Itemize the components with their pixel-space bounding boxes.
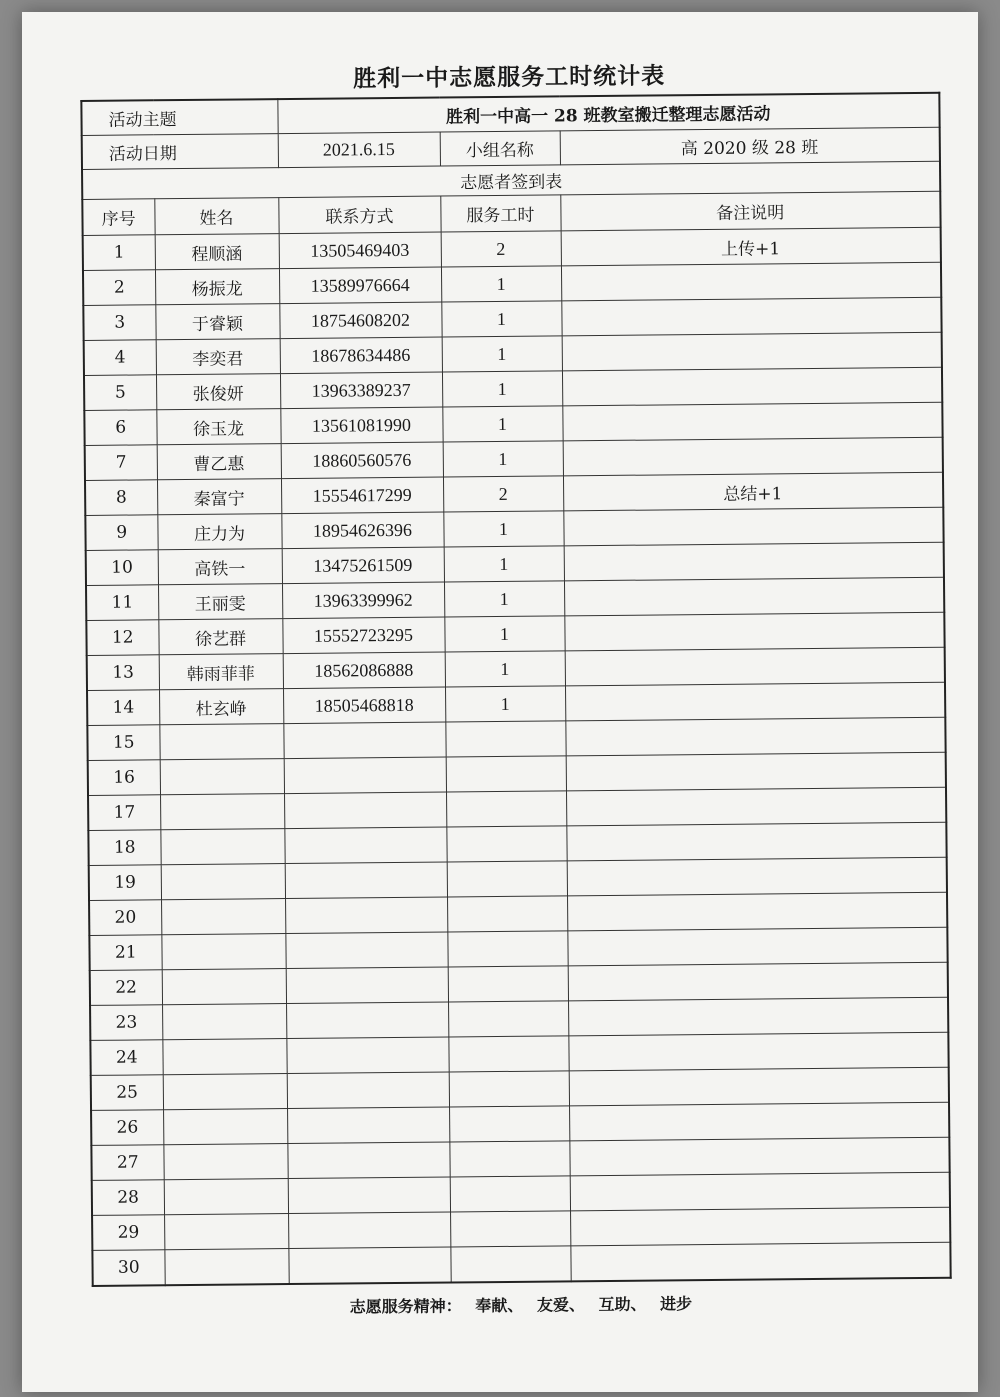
service-hours: 1 xyxy=(441,301,561,337)
row-number: 28 xyxy=(92,1180,164,1216)
row-number: 17 xyxy=(88,795,160,831)
remark xyxy=(570,1207,950,1246)
service-hours: 1 xyxy=(443,441,563,477)
volunteer-name xyxy=(162,969,286,1005)
volunteer-phone: 13505469403 xyxy=(279,232,441,269)
row-number: 27 xyxy=(91,1145,163,1181)
volunteer-name xyxy=(162,1004,286,1040)
row-number: 23 xyxy=(90,1005,162,1041)
remark xyxy=(564,577,944,616)
row-number: 18 xyxy=(88,830,160,866)
remark xyxy=(566,752,946,791)
volunteer-phone xyxy=(285,862,447,899)
remark xyxy=(562,402,942,441)
remark xyxy=(563,437,943,476)
service-hours: 1 xyxy=(443,511,563,547)
volunteer-phone xyxy=(285,897,447,934)
volunteer-phone: 13963399962 xyxy=(282,582,444,619)
volunteer-name xyxy=(163,1074,287,1110)
volunteer-name xyxy=(161,864,285,900)
form-title: 胜利一中志愿服务工时统计表 xyxy=(353,63,666,93)
row-number: 12 xyxy=(86,620,158,656)
row-number: 19 xyxy=(89,865,161,901)
volunteer-phone xyxy=(284,827,446,864)
col-header-hours: 服务工时 xyxy=(440,195,560,232)
volunteer-phone: 15552723295 xyxy=(282,617,444,654)
volunteer-name xyxy=(163,1109,287,1145)
service-hours xyxy=(448,1001,568,1037)
volunteer-name xyxy=(161,899,285,935)
volunteer-name: 李奕君 xyxy=(156,339,280,375)
col-header-note: 备注说明 xyxy=(560,191,940,231)
row-number: 15 xyxy=(87,725,159,761)
volunteer-phone xyxy=(286,1002,448,1039)
remark xyxy=(570,1172,950,1211)
volunteer-name xyxy=(161,934,285,970)
volunteer-name: 韩雨菲菲 xyxy=(159,654,283,690)
service-hours xyxy=(446,791,566,827)
volunteer-name: 徐玉龙 xyxy=(156,409,280,445)
volunteer-name xyxy=(159,724,283,760)
service-hours: 2 xyxy=(441,231,561,267)
volunteer-name: 张俊妍 xyxy=(156,374,280,410)
volunteer-name: 庄力为 xyxy=(157,514,281,550)
row-number: 30 xyxy=(92,1250,164,1286)
volunteer-phone: 18954626396 xyxy=(281,512,443,549)
row-number: 29 xyxy=(92,1215,164,1251)
volunteer-name xyxy=(164,1214,288,1250)
volunteer-name xyxy=(160,794,284,830)
date-value: 2021.6.15 xyxy=(278,132,440,168)
volunteer-phone: 18860560576 xyxy=(281,442,443,479)
volunteer-name: 于睿颖 xyxy=(155,304,279,340)
service-hours: 1 xyxy=(442,406,562,442)
col-header-name: 姓名 xyxy=(154,198,278,235)
volunteer-phone xyxy=(286,1037,448,1074)
service-hours xyxy=(449,1141,569,1177)
topic-value: 胜利一中高一 28 班教室搬迁整理志愿活动 xyxy=(277,93,939,134)
volunteer-phone xyxy=(288,1177,450,1214)
row-number: 6 xyxy=(84,410,156,446)
signin-title: 志愿者签到表 xyxy=(82,161,940,199)
volunteer-name xyxy=(164,1179,288,1215)
row-number: 3 xyxy=(83,305,155,341)
row-number: 14 xyxy=(87,690,159,726)
row-number: 20 xyxy=(89,900,161,936)
row-number: 5 xyxy=(84,375,156,411)
volunteer-name: 王丽雯 xyxy=(158,584,282,620)
volunteer-phone xyxy=(288,1247,450,1284)
remark xyxy=(568,1032,948,1071)
row-number: 1 xyxy=(83,235,155,271)
row-number: 22 xyxy=(90,970,162,1006)
remark xyxy=(564,542,944,581)
remark xyxy=(566,822,946,861)
remark xyxy=(565,647,945,686)
volunteer-phone xyxy=(287,1107,449,1144)
remark xyxy=(564,612,944,651)
volunteer-name: 杜玄峥 xyxy=(159,689,283,725)
service-hours: 1 xyxy=(441,266,561,302)
volunteer-phone: 18678634486 xyxy=(280,337,442,374)
document-page xyxy=(22,12,978,1392)
service-hours xyxy=(447,931,567,967)
volunteer-phone xyxy=(283,722,445,759)
remark xyxy=(565,682,945,721)
remark xyxy=(567,892,947,931)
row-number: 2 xyxy=(83,270,155,306)
col-header-no: 序号 xyxy=(82,199,154,236)
service-hours: 1 xyxy=(444,546,564,582)
service-hours xyxy=(446,826,566,862)
volunteer-name: 高铁一 xyxy=(158,549,282,585)
remark xyxy=(568,997,948,1036)
remark xyxy=(569,1102,949,1141)
service-hours: 1 xyxy=(445,651,565,687)
volunteer-phone xyxy=(286,967,448,1004)
volunteer-name xyxy=(164,1249,288,1286)
topic-label: 活动主题 xyxy=(81,99,277,135)
volunteer-phone: 15554617299 xyxy=(281,477,443,514)
row-number: 4 xyxy=(84,340,156,376)
volunteer-name: 杨振龙 xyxy=(155,269,279,305)
volunteer-name: 程顺涵 xyxy=(155,234,279,270)
volunteer-phone: 13963389237 xyxy=(280,372,442,409)
remark xyxy=(566,787,946,826)
volunteer-phone xyxy=(287,1072,449,1109)
footer-label: 志愿服务精神： xyxy=(349,1296,462,1317)
remark xyxy=(569,1137,949,1176)
volunteer-phone: 18505468818 xyxy=(283,687,445,724)
service-hours xyxy=(446,756,566,792)
volunteer-phone: 13589976664 xyxy=(279,267,441,304)
service-hours: 1 xyxy=(445,686,565,722)
remark xyxy=(570,1242,950,1281)
row-number: 8 xyxy=(85,480,157,516)
volunteer-phone xyxy=(284,757,446,794)
row-number: 26 xyxy=(91,1110,163,1146)
remark xyxy=(561,297,941,336)
remark: 上传+1 xyxy=(561,227,941,266)
volunteer-phone xyxy=(287,1142,449,1179)
service-hours xyxy=(450,1176,570,1212)
volunteer-phone xyxy=(284,792,446,829)
row-number: 9 xyxy=(85,515,157,551)
footer-value: 进步 xyxy=(660,1294,693,1314)
volunteer-phone xyxy=(285,932,447,969)
volunteer-name xyxy=(160,759,284,795)
volunteer-name: 秦富宁 xyxy=(157,479,281,515)
group-value: 高 2020 级 28 班 xyxy=(560,127,940,165)
date-label: 活动日期 xyxy=(82,134,278,170)
volunteer-phone: 18754608202 xyxy=(279,302,441,339)
col-header-phone: 联系方式 xyxy=(278,196,440,234)
row-number: 21 xyxy=(89,935,161,971)
remark xyxy=(565,717,945,756)
row-number: 25 xyxy=(91,1075,163,1111)
service-hours xyxy=(445,721,565,757)
service-hours xyxy=(450,1246,570,1283)
service-hours xyxy=(449,1106,569,1142)
volunteer-hours-form xyxy=(80,56,950,1320)
volunteer-phone: 18562086888 xyxy=(283,652,445,689)
remark xyxy=(561,262,941,301)
service-hours xyxy=(448,966,568,1002)
service-hours: 2 xyxy=(443,476,563,512)
service-hours xyxy=(449,1071,569,1107)
remark xyxy=(567,927,947,966)
row-number: 10 xyxy=(86,550,158,586)
service-hours: 1 xyxy=(442,371,562,407)
volunteer-table xyxy=(80,92,951,1287)
footer-value: 友爱、 xyxy=(536,1295,586,1315)
volunteer-name: 徐艺群 xyxy=(158,619,282,655)
service-hours: 1 xyxy=(444,616,564,652)
footer-value: 互助、 xyxy=(598,1294,647,1315)
volunteer-name xyxy=(160,829,284,865)
row-number: 11 xyxy=(86,585,158,621)
table-row xyxy=(92,1242,950,1286)
service-hours xyxy=(450,1211,570,1247)
volunteer-name: 曹乙惠 xyxy=(157,444,281,480)
volunteer-phone: 13475261509 xyxy=(282,547,444,584)
group-label: 小组名称 xyxy=(440,131,560,166)
service-hours: 1 xyxy=(444,581,564,617)
service-hours: 1 xyxy=(442,336,562,372)
volunteer-phone xyxy=(288,1212,450,1249)
volunteer-name xyxy=(162,1039,286,1075)
row-number: 13 xyxy=(87,655,159,691)
service-hours xyxy=(447,896,567,932)
remark: 总结+1 xyxy=(563,472,943,511)
remark xyxy=(562,367,942,406)
volunteer-name xyxy=(163,1144,287,1180)
remark xyxy=(569,1067,949,1106)
service-hours xyxy=(447,861,567,897)
service-hours xyxy=(448,1036,568,1072)
volunteer-phone: 13561081990 xyxy=(280,407,442,444)
remark xyxy=(567,857,947,896)
footer-motto xyxy=(92,1289,950,1320)
remark xyxy=(562,332,942,371)
row-number: 16 xyxy=(88,760,160,796)
remark xyxy=(568,962,948,1001)
remark xyxy=(563,507,943,546)
row-number: 7 xyxy=(85,445,157,481)
row-number: 24 xyxy=(90,1040,162,1076)
footer-value: 奉献、 xyxy=(475,1295,524,1316)
